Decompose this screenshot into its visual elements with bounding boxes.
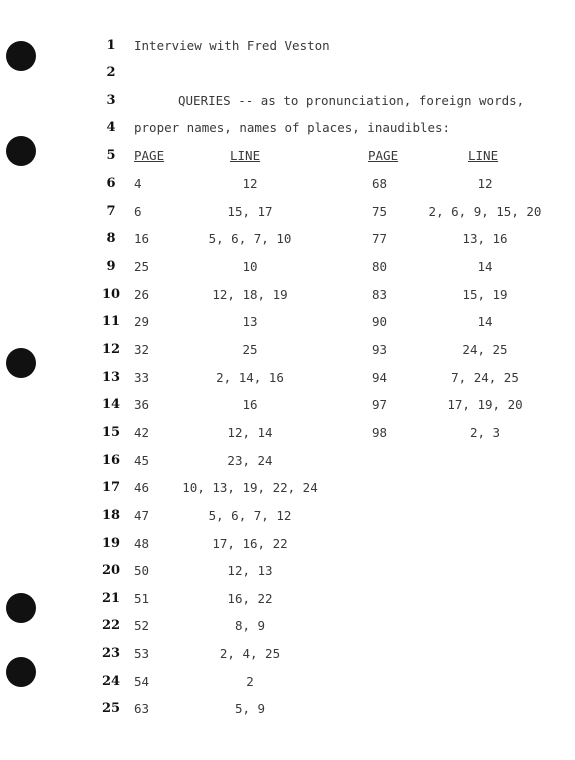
line-number: 18 [101,507,121,523]
left-page-cell: 33 [134,369,150,385]
right-page-cell: 94 [372,369,388,385]
line-number: 21 [101,590,121,606]
left-lines-cell: 5, 9 [234,701,266,717]
right-line-header: LINE [468,148,499,163]
table-row [0,367,575,389]
line-number: 2 [106,65,116,80]
left-page-cell: 53 [134,646,150,661]
left-lines-cell: 15, 17 [227,203,273,219]
right-lines-cell: 14 [477,314,493,330]
left-page-cell: 52 [134,618,150,634]
transcript-line [0,35,575,57]
left-page-cell: 63 [134,701,150,717]
right-lines-cell: 2, 6, 9, 15, 20 [428,203,542,219]
right-lines-cell: 15, 19 [462,286,508,302]
line-number: 25 [101,701,121,717]
left-lines-cell: 10 [242,258,258,274]
left-page-cell: 32 [134,341,150,357]
left-lines-cell: 12, 13 [227,563,273,579]
left-lines-cell: 10, 13, 19, 22, 24 [182,480,318,496]
queries-heading: QUERIES -- as to pronunciation, foreign words, [178,93,525,108]
right-page-cell: 97 [372,397,388,413]
left-lines-cell: 5, 6, 7, 12 [208,507,292,523]
table-row [0,173,575,195]
left-lines-cell: 12, 14 [227,424,273,440]
right-page-cell: 93 [372,341,388,357]
line-number: 17 [101,480,121,496]
right-lines-cell: 14 [477,258,493,274]
table-row [0,671,575,693]
table-row [0,588,575,610]
table-row [0,643,575,665]
right-lines-cell: 13, 16 [462,231,508,247]
left-page-cell: 16 [134,231,150,247]
left-page-cell: 26 [134,286,150,302]
left-lines-cell: 13 [242,314,258,330]
left-lines-cell: 16 [242,397,258,413]
left-page-cell: 42 [134,424,150,440]
line-number: 20 [101,563,121,579]
table-row [0,201,575,223]
left-page-header: PAGE [134,148,165,163]
line-number: 22 [101,618,121,634]
left-lines-cell: 17, 16, 22 [212,535,288,551]
line-number: 23 [101,646,121,661]
left-lines-cell: 16, 22 [227,590,273,606]
line-number: 7 [106,203,116,219]
line-number: 12 [101,341,121,357]
line-number: 24 [101,673,121,689]
right-page-cell: 90 [372,314,388,330]
transcript-line [0,145,575,167]
table-row [0,228,575,250]
left-lines-cell: 23, 24 [227,452,273,468]
right-page-header: PAGE [368,148,399,163]
table-row [0,394,575,416]
left-lines-cell: 2, 4, 25 [219,646,281,661]
transcript-line [0,62,575,84]
left-page-cell: 6 [134,203,142,219]
line-number: 3 [106,93,116,108]
left-line-header: LINE [230,148,261,163]
right-lines-cell: 12 [477,176,493,191]
right-page-cell: 80 [372,258,388,274]
line-number: 6 [106,176,116,191]
table-row [0,505,575,527]
right-page-cell: 77 [372,231,388,247]
right-page-cell: 75 [372,203,388,219]
right-lines-cell: 7, 24, 25 [451,369,519,385]
table-row [0,256,575,278]
right-lines-cell: 17, 19, 20 [447,397,523,413]
left-page-cell: 36 [134,397,150,413]
left-page-cell: 54 [134,673,150,689]
line-number: 4 [106,120,116,135]
transcript-line [0,90,575,112]
document-title: Interview with Fred Veston [134,38,330,53]
queries-continuation: proper names, names of places, inaudibles: [134,120,451,135]
table-row [0,450,575,472]
line-number: 9 [106,258,116,274]
line-number: 5 [106,148,116,163]
right-page-cell: 98 [372,424,388,440]
right-lines-cell: 24, 25 [462,341,508,357]
table-row [0,560,575,582]
table-row [0,615,575,637]
left-page-cell: 29 [134,314,150,330]
table-row [0,284,575,306]
left-lines-cell: 12, 18, 19 [212,286,288,302]
right-page-cell: 83 [372,286,388,302]
transcript-line [0,117,575,139]
line-number: 8 [106,231,116,247]
left-lines-cell: 5, 6, 7, 10 [208,231,292,247]
left-page-cell: 46 [134,480,150,496]
left-lines-cell: 8, 9 [234,618,266,634]
left-page-cell: 47 [134,507,150,523]
line-number: 13 [101,369,121,385]
left-page-cell: 50 [134,563,150,579]
line-number: 11 [101,314,121,330]
left-lines-cell: 2, 14, 16 [216,369,284,385]
right-lines-cell: 2, 3 [469,424,501,440]
line-number: 16 [101,452,121,468]
line-number: 19 [101,535,121,551]
left-page-cell: 45 [134,452,150,468]
left-lines-cell: 12 [242,176,258,191]
table-row [0,477,575,499]
line-number: 14 [101,397,121,413]
table-row [0,533,575,555]
table-row [0,422,575,444]
left-page-cell: 25 [134,258,150,274]
left-page-cell: 4 [134,176,142,191]
line-number: 15 [101,424,121,440]
table-row [0,339,575,361]
line-number: 1 [106,38,116,53]
table-row [0,698,575,720]
left-lines-cell: 25 [242,341,258,357]
line-number: 10 [101,286,121,302]
left-page-cell: 51 [134,590,150,606]
right-page-cell: 68 [372,176,388,191]
left-page-cell: 48 [134,535,150,551]
table-row [0,311,575,333]
left-lines-cell: 2 [246,673,254,689]
